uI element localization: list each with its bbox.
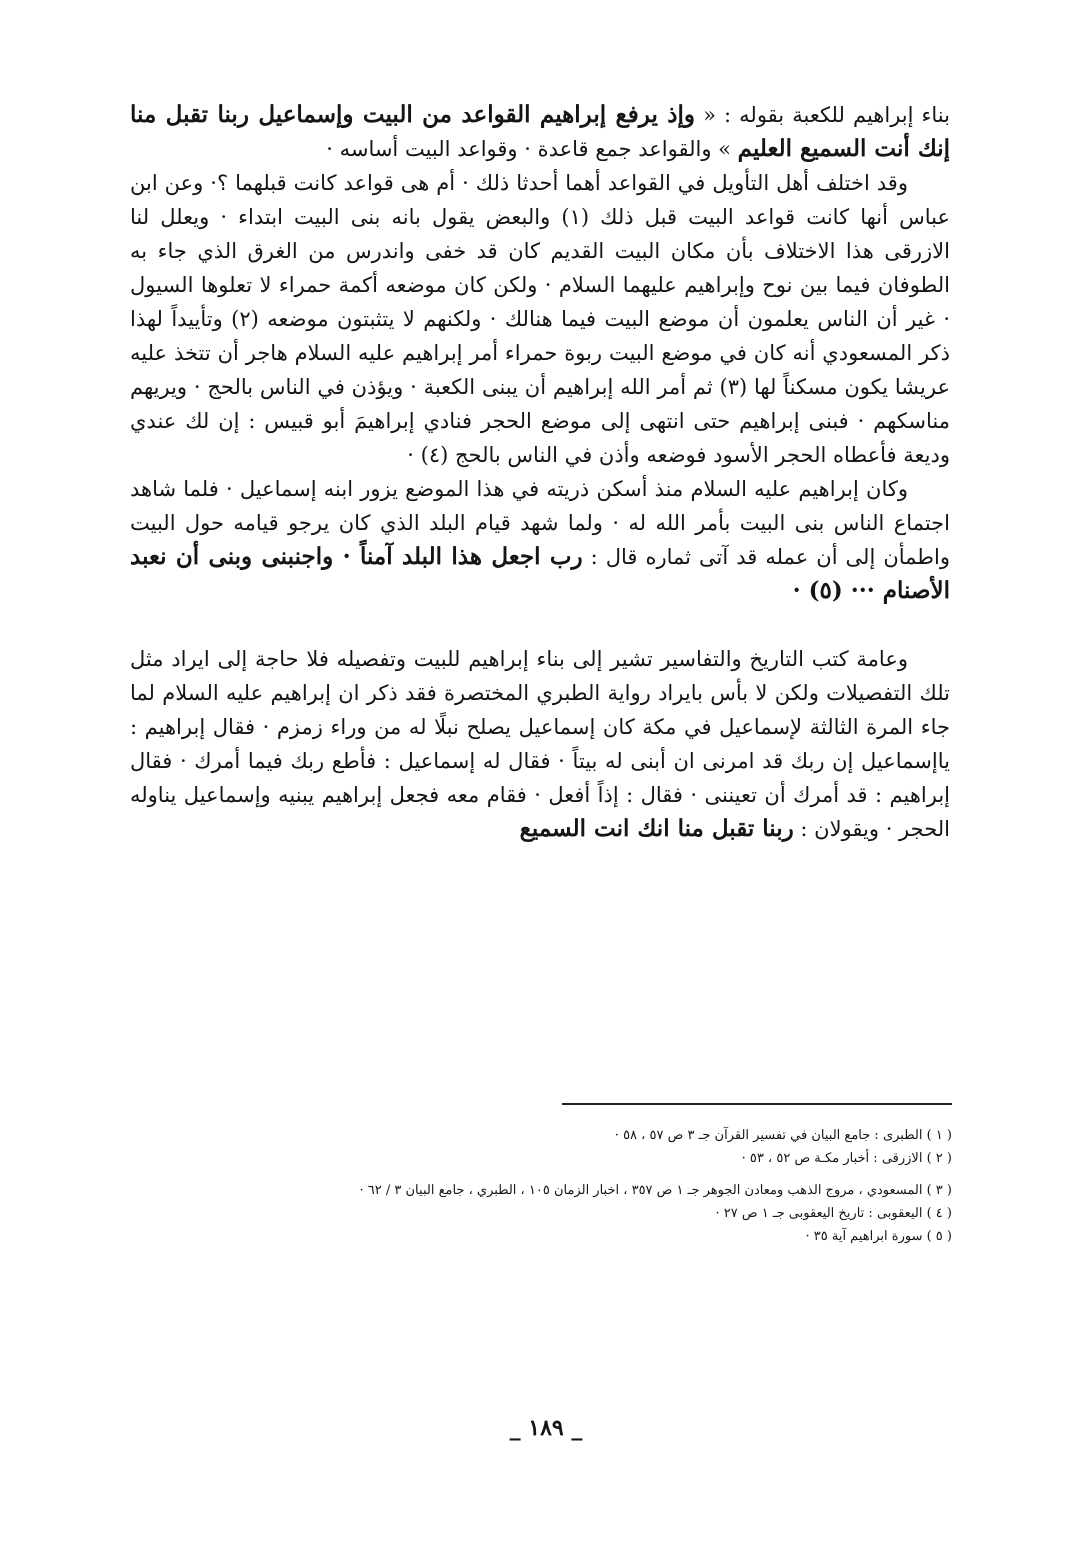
page-number: _ ١٨٩ _: [509, 1415, 583, 1441]
paragraph: [130, 642, 950, 846]
paragraph-text: بناء إبراهيم للكعبة بقوله : «: [695, 103, 950, 127]
footnote-gap: [200, 1170, 952, 1179]
paragraph: [130, 472, 950, 608]
paragraph-text: وكان إبراهيم عليه السلام منذ أسكن ذريته في هذا الموضع يزور ابنه إسماعيل · فلما شاهد اجتماع الناس بنى البيت بأمر الله له · ولما شهد قيام البلد الذي كان يرجو قيامه حول البيت واطمأن إلى أن عمله قد آتى ثماره قال :: [130, 477, 950, 569]
footnote: ( ٤ ) اليعقوبى : تاريخ اليعقوبى جـ ١ ص ٢٧ ·: [715, 1206, 952, 1221]
quranic-quote: رب اجعل هذا البلد آمناً · واجنبنى وبنى أن نعبد الأصنام ··· (٥) ·: [130, 543, 950, 604]
footnote-separator: [562, 1103, 952, 1105]
paragraph: وقد اختلف أهل التأويل في القواعد أهما أحدثا ذلك · أم هى قواعد كانت قبلهما ؟· وعن ابن عباس أنها كانت قواعد البيت قبل ذلك (١) والبعض يقول بانه بنى البيت ابتداء · ويعلل لنا الازرقى هذا الاختلاف بأن مكان البيت القديم كان قد خفى واندرس من الغرق الذي جاء به الطوفان فيما بين نوح وإبراهيم عليهما السلام · ولكن كان موضعه أكمة حمراء لا تعلوها السيول · غير أن الناس يعلمون أن موضع البيت فيما هنالك · ولكنهم لا يتثبتون موضعه (٢) وتأييداً لهذا ذكر المسعودي أنه كان في موضع البيت ربوة حمراء أمر إبراهيم عليه السلام هاجر أن تتخذ عليه عريشا يكون مسكناً لها (٣) ثم أمر الله إبراهيم أن يبنى الكعبة · ويؤذن في الناس بالحج · ويريهم مناسكهم · فبنى إبراهيم حتى انتهى إلى موضع الحجر فنادي إبراهيمَ أبو قبيس : إن لك عندي وديعة فأعطاه الحجر الأسود فوضعه وأذن في الناس بالحج (٤) ·: [130, 171, 951, 467]
footnote: ( ٣ ) المسعودي ، مروج الذهب ومعادن الجوهر جـ ١ ص ٣٥٧ ، اخبار الزمان ١٠٥ ، الطبري ، جامع البيان ٣ / ٦٢ ·: [359, 1183, 952, 1198]
paragraph-gap: [130, 608, 950, 642]
footnote: ( ٢ ) الازرقى : أخبار مكـة ص ٥٢ ، ٥٣ ·: [741, 1151, 952, 1166]
paragraph-text: وعامة كتب التاريخ والتفاسير تشير إلى بناء إبراهيم للبيت وتفصيله فلا حاجة إلى ايراد مثل تلك التفصيلات ولكن لا بأس بايراد رواية الطبري المختصرة فقد ذكر ان إبراهيم عليه السلام لما جاء المرة الثالثة لإسماعيل في مكة كان إسماعيل يصلح نبلًا له من وراء زمزم · فقال إبراهيم : ياإسماعيل إن ربك قد امرنى ان أبنى له بيتاً · فقال له إسماعيل : فأطع ربك فيما أمرك · فقال إبراهيم : قد أمرك أن تعيننى · فقال : إذاً أفعل · فقام معه فجعل إبراهيم يبنيه وإسماعيل يناوله الحجر · ويقولان :: [130, 647, 950, 841]
footnote: ( ١ ) الطبرى : جامع البيان في تفسير القرآن جـ ٣ ص ٥٧ ، ٥٨ ·: [614, 1128, 952, 1143]
paragraph: [130, 98, 950, 166]
paragraph-text: » والقواعد جمع قاعدة · وقواعد البيت أساسه ·: [326, 137, 738, 161]
main-text: [130, 98, 950, 846]
footnotes: [200, 1124, 952, 1248]
footnote: ( ٥ ) سورة ابراهيم آية ٣٥ ·: [805, 1229, 952, 1244]
quranic-quote: ربنا تقبل منا انك انت السميع: [519, 815, 794, 842]
quranic-quote: وإذ يرفع إبراهيم القواعد من البيت وإسماعيل ربنا تقبل منا إنك أنت السميع العليم: [130, 101, 950, 162]
